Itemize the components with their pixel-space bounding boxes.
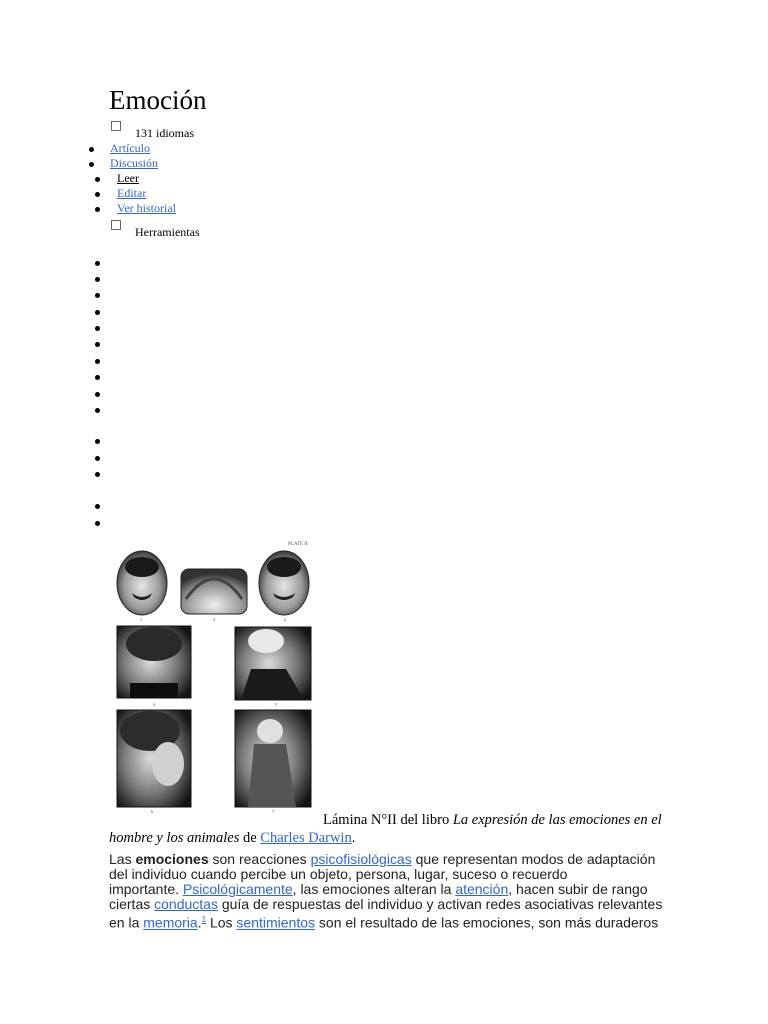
list-bullet [89,162,94,167]
para-line [109,912,669,931]
caption-text: Lámina N°II del libro [323,812,453,828]
text: , hacen subir de rango [508,881,648,897]
term-emociones: emociones [135,851,209,867]
tab-read[interactable]: Leer [117,171,139,185]
tab-history[interactable]: Ver historial [117,201,176,215]
conductas-link[interactable]: conductas [154,896,218,912]
plate-label: PLATE II [288,542,308,547]
text: son reacciones [208,851,311,867]
atencion-link[interactable]: atención [455,881,509,897]
list-bullet [95,293,100,298]
caption-book-title: La expresión de las emociones en el hombre y los animales [109,812,662,846]
list-bullet [95,375,100,380]
list-bullet [95,326,100,331]
list-bullet [95,439,100,444]
photo-number-6: 6 [151,809,153,814]
list-bullet [95,261,100,266]
para-line [109,852,669,867]
caption-text: de [239,830,261,846]
list-bullet [95,277,100,282]
photo-number-1: 1 [140,617,142,622]
language-count[interactable]: 131 idiomas [135,126,194,140]
text: del individuo cuando percibe un objeto, persona, lugar, suceso o recuerdo [109,866,568,882]
figure-caption [109,811,669,847]
darwin-plate-image[interactable] [116,539,313,814]
photo-number-5: 5 [275,702,277,707]
photo-number-2: 2 [284,617,286,622]
tools-menu-checkbox[interactable] [111,220,121,230]
photo-number-4: 4 [153,702,155,707]
text: que representan modos de adaptación [411,851,656,867]
charles-darwin-link[interactable]: Charles Darwin [260,830,352,846]
list-bullet [95,472,100,477]
psicofisiologicas-link[interactable]: psicofisiológicas [310,851,412,867]
text: son el resultado de las emociones, son más duraderos [315,914,659,931]
text: Las [109,851,136,867]
photo-number-3: 3 [213,617,215,622]
para-line [109,867,669,882]
list-bullet [95,408,100,413]
tab-article[interactable]: Artículo [110,141,150,155]
para-line [109,897,669,912]
sentimientos-link[interactable]: sentimientos [236,914,316,931]
text: en la [109,914,144,931]
tab-discussion[interactable]: Discusión [110,156,158,170]
text: Los [206,914,237,931]
list-bullet [95,310,100,315]
para-line [109,882,669,897]
text: importante. [109,881,183,897]
reference-number[interactable]: 1 [201,915,207,924]
text: guía de respuestas del individuo y activan redes asociativas relevantes [217,896,663,912]
text: , las emociones alteran la [292,881,456,897]
list-bullet [95,392,100,397]
memoria-link[interactable]: memoria [143,914,198,931]
list-bullet [95,207,100,212]
tab-edit[interactable]: Editar [117,186,147,200]
list-bullet [89,147,94,152]
intro-paragraph [109,852,669,931]
text: . [197,914,202,931]
language-menu-checkbox[interactable] [111,121,121,131]
list-bullet [95,342,100,347]
list-bullet [95,504,100,509]
list-bullet [95,359,100,364]
page-title: Emoción [109,85,207,115]
list-bullet [95,456,100,461]
list-bullet [95,521,100,526]
text: ciertas [109,896,155,912]
caption-text: . [351,830,356,846]
psicologicamente-link[interactable]: Psicológicamente [182,881,293,897]
list-bullet [95,192,100,197]
list-bullet [95,177,100,182]
tools-label[interactable]: Herramientas [135,225,200,239]
photo-number-7: 7 [272,809,274,814]
